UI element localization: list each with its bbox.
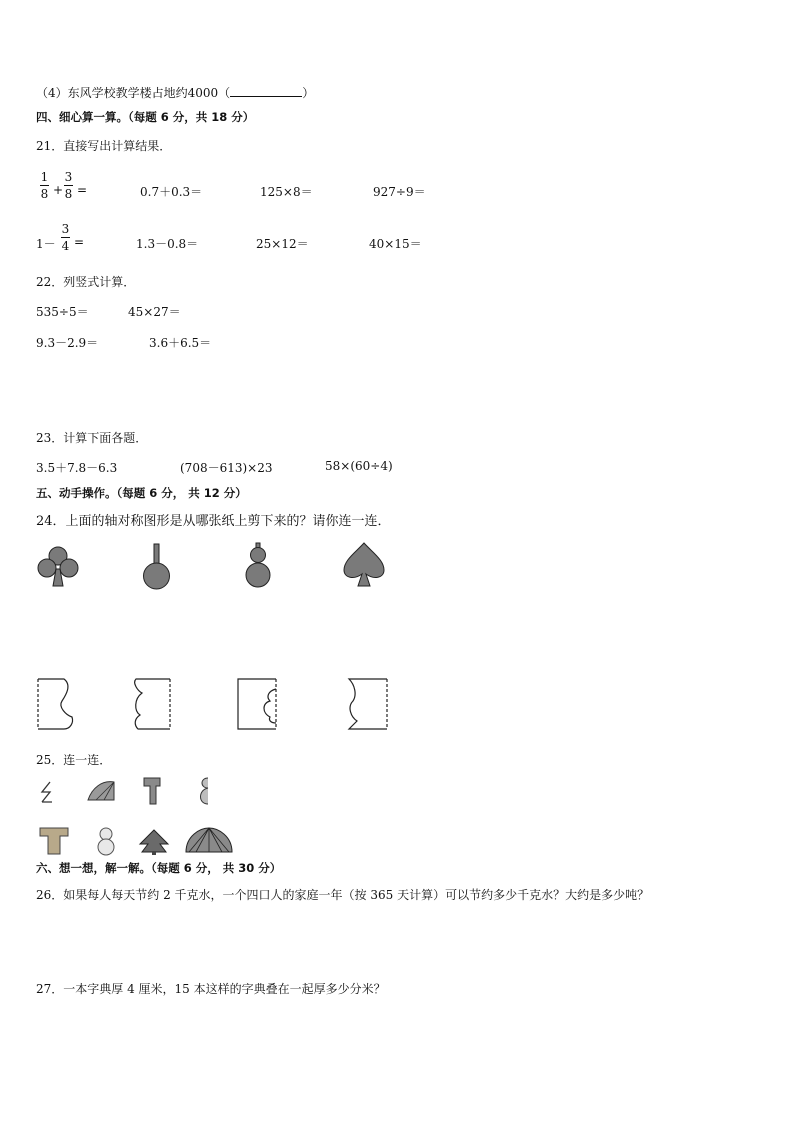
- section-5-heading: 五、动手操作。（每题 6 分， 共 12 分）: [36, 486, 247, 500]
- fraction-3-8: [64, 170, 73, 201]
- club-shape[interactable]: [36, 545, 80, 589]
- folded-paper-2[interactable]: [130, 677, 172, 731]
- q21-r2-c4: 40×15＝: [369, 237, 422, 251]
- q23-title: 23．计算下面各题．: [36, 431, 148, 445]
- fraction-bar: [64, 185, 73, 186]
- fraction-bar: [61, 237, 70, 238]
- q22-b: 45×27＝: [128, 305, 181, 319]
- equals-sign: =: [77, 183, 88, 197]
- q21-r2-c3: 25×12＝: [256, 237, 309, 251]
- fraction-numerator: 3: [64, 170, 73, 184]
- q23-a: 3.5＋7.8－6.3: [36, 461, 118, 475]
- q22-c: 9.3－2.9＝: [36, 336, 99, 350]
- q21-r1-c3: 125×8＝: [260, 185, 313, 199]
- q21-title: 21．直接写出计算结果．: [36, 139, 172, 153]
- half-shape-umbrella[interactable]: [86, 778, 116, 804]
- half-shape-lightning[interactable]: [38, 780, 58, 804]
- plus-sign: +: [53, 183, 64, 197]
- fraction-3-4: [61, 222, 70, 253]
- q21-r1-c4: 927÷9＝: [373, 185, 426, 199]
- full-shape-tree[interactable]: [138, 828, 170, 856]
- half-shape-house[interactable]: [142, 776, 164, 806]
- q22-a: 535÷5＝: [36, 305, 89, 319]
- fraction-numerator: 1: [40, 170, 49, 184]
- section-6-heading: 六、想一想，解一解。（每题 6 分， 共 30 分）: [36, 861, 282, 875]
- q21-r1-c2: 0.7＋0.3＝: [140, 185, 203, 199]
- section-4-heading: 四、细心算一算。（每题 6 分，共 18 分）: [36, 110, 255, 124]
- folded-paper-1[interactable]: [36, 677, 78, 731]
- q25-title: 25．连一连．: [36, 753, 112, 767]
- folded-paper-3[interactable]: [236, 677, 278, 731]
- equals-sign: =: [74, 235, 85, 249]
- q23-b: (708－613)×23: [180, 461, 273, 475]
- q20-item-4-prefix: （4）东风学校教学楼占地约4000（: [36, 86, 231, 100]
- q22-d: 3.6＋6.5＝: [149, 336, 212, 350]
- q21-r2-prefix: 1－: [36, 237, 56, 251]
- q26-text: 26．如果每人每天节约 2 千克水，一个四口人的家庭一年（按 365 天计算）可以节约多少千克水？大约是多少吨？: [36, 888, 650, 902]
- lollipop-shape[interactable]: [140, 543, 174, 591]
- half-shape-snowman[interactable]: [196, 776, 212, 806]
- fraction-denominator: 4: [61, 239, 70, 253]
- q23-c: 58×(60÷4): [325, 459, 393, 473]
- q27-text: 27．一本字典厚 4 厘米，15 本这样的字典叠在一起厚多少分米？: [36, 982, 386, 996]
- fraction-denominator: 8: [40, 187, 49, 201]
- full-shape-umbrella[interactable]: [184, 826, 234, 856]
- full-shape-snowman[interactable]: [94, 826, 118, 856]
- q20-item-4-suffix: ）: [302, 86, 315, 100]
- fraction-1-8: [40, 170, 49, 201]
- q22-title: 22．列竖式计算．: [36, 275, 136, 289]
- q24-title: 24．上面的轴对称图形是从哪张纸上剪下来的？请你连一连．: [36, 514, 391, 529]
- full-shape-house[interactable]: [38, 826, 70, 856]
- spade-shape[interactable]: [342, 542, 386, 588]
- folded-paper-4[interactable]: [345, 677, 389, 731]
- q21-r2-c2: 1.3－0.8＝: [136, 237, 199, 251]
- fraction-numerator: 3: [61, 222, 70, 236]
- fraction-bar: [40, 185, 49, 186]
- answer-blank[interactable]: [230, 85, 302, 97]
- q20-item-4: [36, 84, 314, 101]
- gourd-shape[interactable]: [243, 543, 273, 589]
- fraction-denominator: 8: [64, 187, 73, 201]
